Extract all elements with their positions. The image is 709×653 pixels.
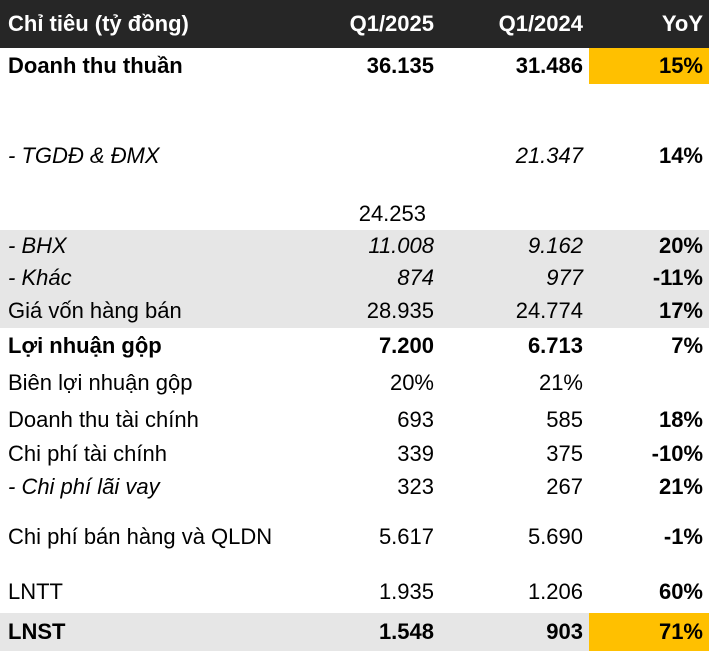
header-q1-2025: Q1/2025 xyxy=(293,0,440,48)
table-row xyxy=(0,402,709,437)
row-q1-2024: 6.713 xyxy=(527,333,583,358)
row-q1-2025: 1.935 xyxy=(378,579,434,604)
table-row xyxy=(0,48,709,84)
row-yoy: 17% xyxy=(589,294,709,328)
row-label: - TGDĐ & ĐMX xyxy=(8,143,160,168)
table-row xyxy=(0,613,709,651)
row-q1-2024: 9.162 xyxy=(440,230,589,262)
table-header-row xyxy=(0,0,709,48)
header-q1-2024: Q1/2024 xyxy=(440,0,589,48)
row-q1-2024: 267 xyxy=(546,473,583,499)
row-q1-2024: 31.486 xyxy=(515,53,583,78)
row-q1-2024: 5.690 xyxy=(527,524,583,549)
row-q1-2025: 7.200 xyxy=(378,333,434,358)
row-q1-2025: 874 xyxy=(293,262,440,294)
header-yoy: YoY xyxy=(589,0,709,48)
row-yoy: 60% xyxy=(658,579,703,604)
row-q1-2025: 28.935 xyxy=(293,294,440,328)
row-q1-2024: 21.347 xyxy=(515,143,583,168)
table-row xyxy=(0,84,709,230)
row-q1-2024: 21% xyxy=(538,370,583,395)
row-label: Lợi nhuận gộp xyxy=(8,333,162,358)
row-q1-2024: 903 xyxy=(440,613,589,651)
row-label: Giá vốn hàng bán xyxy=(0,294,293,328)
row-q1-2024: 585 xyxy=(546,406,583,432)
row-q1-2025: 323 xyxy=(397,473,434,499)
row-q1-2025: 20% xyxy=(389,370,434,395)
row-q1-2025: 5.617 xyxy=(378,524,434,549)
row-q1-2024: 24.774 xyxy=(440,294,589,328)
row-q1-2025: 11.008 xyxy=(293,230,440,262)
row-yoy: -11% xyxy=(589,262,709,294)
table-row xyxy=(0,364,709,402)
row-label: Chi phí bán hàng và QLDN xyxy=(8,524,273,549)
table-row xyxy=(0,437,709,470)
row-yoy: -10% xyxy=(651,440,703,466)
table-row xyxy=(0,571,709,613)
table-row xyxy=(0,262,709,294)
row-yoy: 7% xyxy=(671,333,703,358)
row-label: LNTT xyxy=(8,579,63,604)
row-yoy: 14% xyxy=(658,143,703,168)
row-label: - Khác xyxy=(0,262,293,294)
row-q1-2025: 24.253 xyxy=(358,201,426,226)
row-q1-2024: 375 xyxy=(546,440,583,466)
row-yoy: 20% xyxy=(589,230,709,262)
row-label: Chi phí tài chính xyxy=(8,440,167,466)
row-label: - Chi phí lãi vay xyxy=(8,473,160,499)
table-row xyxy=(0,328,709,364)
row-q1-2025: 693 xyxy=(397,406,434,432)
row-q1-2025: 36.135 xyxy=(366,53,434,78)
row-label: Biên lợi nhuận gộp xyxy=(8,370,193,395)
row-q1-2025: 339 xyxy=(397,440,434,466)
row-q1-2024: 977 xyxy=(440,262,589,294)
row-label: Doanh thu thuần xyxy=(8,53,183,78)
row-label: - BHX xyxy=(0,230,293,262)
table-row xyxy=(0,230,709,262)
table-row xyxy=(0,503,709,571)
row-yoy: 21% xyxy=(658,473,703,499)
row-q1-2025: 1.548 xyxy=(293,613,440,651)
row-q1-2024: 1.206 xyxy=(527,579,583,604)
header-label: Chỉ tiêu (tỷ đồng) xyxy=(0,0,293,48)
row-yoy: 71% xyxy=(589,613,709,651)
table-row xyxy=(0,470,709,503)
row-label: LNST xyxy=(0,613,293,651)
row-label: Doanh thu tài chính xyxy=(8,406,199,432)
row-yoy: 15% xyxy=(589,48,709,84)
row-yoy: -1% xyxy=(663,524,703,549)
row-yoy: 18% xyxy=(658,406,703,432)
row-yoy xyxy=(589,364,709,402)
table-row xyxy=(0,294,709,328)
